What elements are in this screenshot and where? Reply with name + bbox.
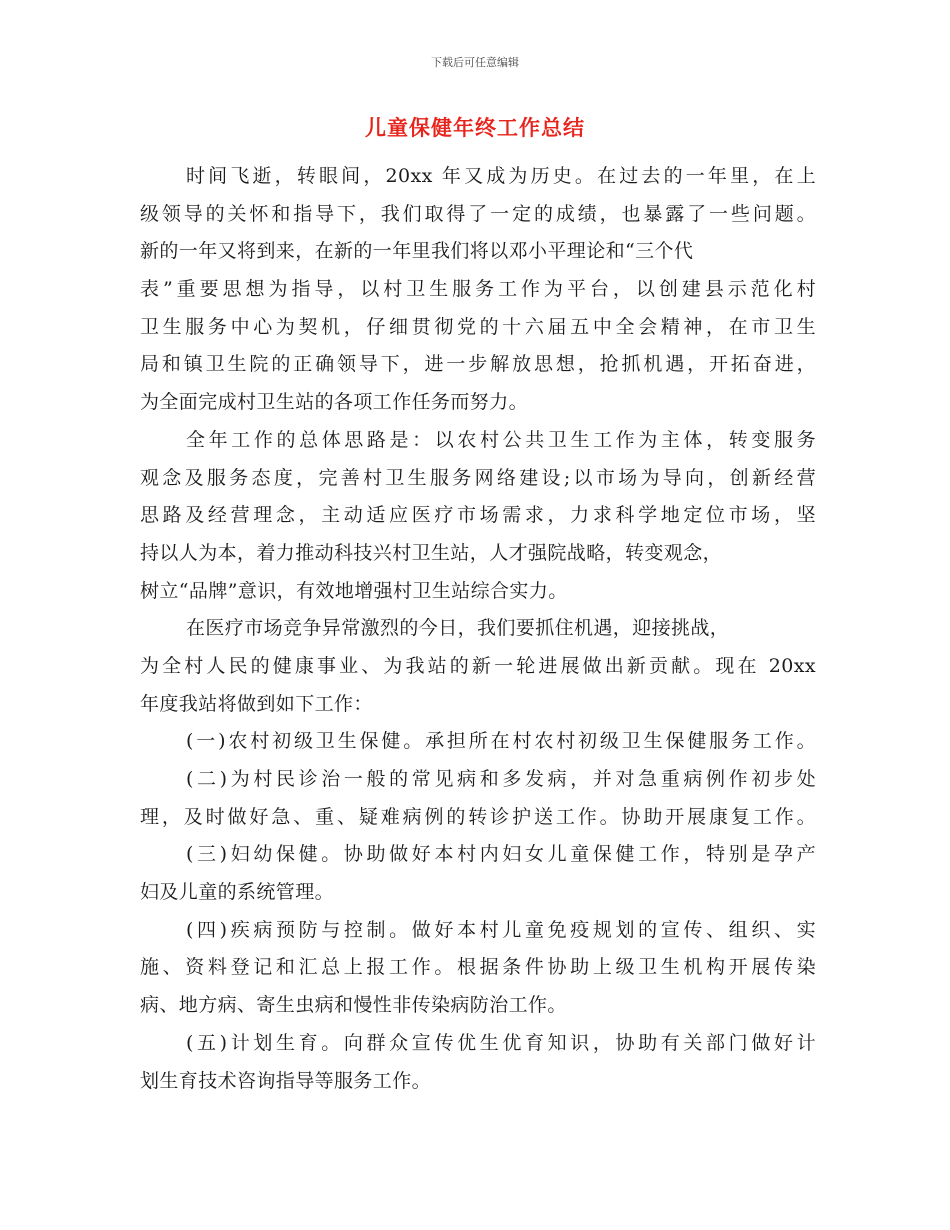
- text-line: 新的一年又将到来，在新的一年里我们将以邓小平理论和“三个代: [140, 240, 694, 263]
- text-line: 持以人为本，着力推动科技兴村卫生站，人才强院战略，转变观念，: [140, 541, 723, 564]
- text-line: (五)计划生育。向群众宣传优生优育知识，协助有关部门做好计: [186, 1031, 816, 1054]
- text-line: (一)农村初级卫生保健。承担所在村农村初级卫生保健服务工作。: [186, 730, 816, 753]
- text-line: 为全村人民的健康事业、为我站的新一轮进展做出新贡献。现在 20xx: [140, 654, 816, 677]
- text-line: 划生育技术咨询指导等服务工作。: [140, 1069, 432, 1092]
- text-line: 树立“品牌”意识，有效地增强村卫生站综合实力。: [140, 579, 568, 602]
- text-line: 全年工作的总体思路是：以农村公共卫生工作为主体，转变服务: [186, 428, 816, 451]
- text-line: 在医疗市场竞争异常激烈的今日，我们要抓住机遇，迎接挑战，: [186, 617, 730, 640]
- text-line: 病、地方病、寄生虫病和慢性非传染病防治工作。: [140, 994, 567, 1017]
- text-line: (四)疾病预防与控制。做好本村儿童免疫规划的宣传、组织、实: [186, 918, 816, 941]
- document-title: 儿童保健年终工作总结: [365, 116, 585, 140]
- text-line: (二)为村民诊治一般的常见病和多发病，并对急重病例作初步处: [186, 768, 816, 790]
- text-line: 理，及时做好急、重、疑难病例的转诊护送工作。协助开展康复工作。: [140, 805, 816, 828]
- text-line: 表”重要思想为指导，以村卫生服务工作为平台，以创建县示范化村: [140, 278, 816, 301]
- page-header: 下载后可任意编辑: [431, 56, 519, 69]
- text-line: 局和镇卫生院的正确领导下，进一步解放思想，抢抓机遇，开拓奋进，: [140, 353, 816, 376]
- text-line: 思路及经营理念，主动适应医疗市场需求，力求科学地定位市场，坚: [140, 504, 816, 527]
- text-line: 年度我站将做到如下工作：: [140, 692, 373, 715]
- text-line: 为全面完成村卫生站的各项工作任务而努力。: [140, 391, 529, 414]
- text-line: 施、资料登记和汇总上报工作。根据条件协助上级卫生机构开展传染: [140, 956, 816, 979]
- text-line: 妇及儿童的系统管理。: [140, 881, 335, 904]
- text-line: 级领导的关怀和指导下，我们取得了一定的成绩，也暴露了一些问题。: [140, 202, 816, 225]
- text-line: 观念及服务态度，完善村卫生服务网络建设;以市场为导向，创新经营: [140, 466, 816, 489]
- text-line: 时间飞逝，转眼间，20xx 年又成为历史。在过去的一年里，在上: [186, 165, 816, 187]
- text-line: 卫生服务中心为契机，仔细贯彻党的十六届五中全会精神，在市卫生: [140, 315, 816, 338]
- document-body: [140, 158, 816, 1100]
- text-line: (三)妇幼保健。协助做好本村内妇女儿童保健工作，特别是孕产: [186, 843, 816, 866]
